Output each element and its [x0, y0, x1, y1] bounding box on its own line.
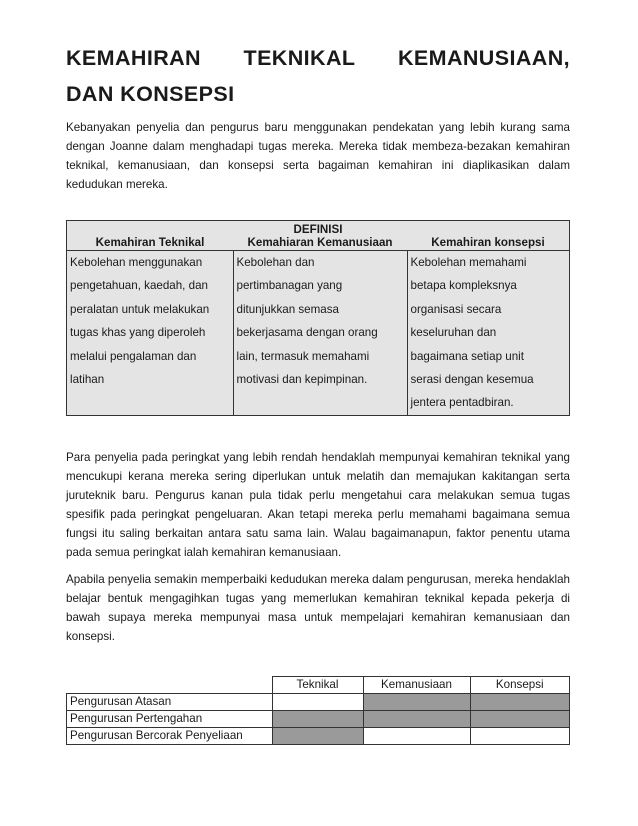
definition-human	[233, 251, 407, 416]
definition-line: pengetahuan, kaedah, dan	[70, 279, 208, 293]
definition-line: latihan	[70, 373, 105, 387]
definition-line: tugas khas yang diperoleh	[70, 326, 206, 340]
col-header-technical: Teknikal	[272, 676, 363, 693]
skill-cell	[363, 727, 470, 744]
row-label: Pengurusan Atasan	[67, 693, 273, 710]
skills-table	[66, 676, 570, 745]
definition-caption: DEFINISI	[67, 221, 570, 237]
title-line-1	[66, 40, 570, 76]
definition-line: pertimbanagan yang	[236, 279, 343, 293]
body-paragraph-2: Para penyelia pada peringkat yang lebih rendah hendaklah mempunyai kemahiran teknikal yang mencukupi kerana mereka sering diperlukan untuk melatih dan memajukan kakitangan serta juruteknik baru. Pengurus kanan pula tidak perlu mengetahui cara melakukan semua tugas spesifik pada peringkat pengeluaran. Akan tetapi mereka perlu memahami bagaimana semua fungsi itu saling berkaitan antara satu sama lain. Walau bagaimanapun, faktor penentu utama pada semua peringkat ialah kemahiran kemanusiaan.	[66, 450, 570, 559]
definition-line: organisasi secara	[410, 302, 502, 316]
definition-table	[66, 220, 570, 416]
title-line-2: DAN KONSEPSI	[66, 82, 235, 106]
definition-line: peralatan untuk melakukan	[70, 302, 210, 316]
skill-cell	[363, 693, 470, 710]
intro-paragraph: Kebanyakan penyelia dan pengurus baru menggunakan pendekatan yang lebih kurang sama dengan Joanne dalam menghadapi tugas mereka. Mereka tidak membeza-bezakan kemahiran teknikal, kemanusiaan, dan konsepsi serta bagaiman kemahiran ini diaplikasikan dalam kedudukan mereka.	[66, 121, 570, 191]
definition-line: Kebolehan dan	[236, 256, 315, 269]
skills-row-0	[67, 693, 570, 710]
definition-line: jentera pentadbiran.	[410, 396, 514, 410]
page-title	[66, 40, 570, 112]
skills-corner	[67, 676, 273, 693]
row-label: Pengurusan Pertengahan	[67, 710, 273, 727]
definition-line: melalui pengalaman dan	[70, 349, 197, 363]
skills-row-2	[67, 727, 570, 744]
title-word-2: TEKNIKAL	[243, 46, 356, 70]
definition-line: lain, termasuk memahami	[236, 349, 370, 363]
title-word-1: KEMAHIRAN	[66, 46, 201, 70]
skill-cell	[363, 710, 470, 727]
definition-line: bekerjasama dengan orang	[236, 326, 378, 340]
skills-row-1	[67, 710, 570, 727]
header-conceptual: Kemahiran konsepsi	[407, 236, 570, 251]
definition-line: serasi dengan kesemua	[410, 373, 534, 387]
definition-conceptual	[407, 251, 570, 416]
skill-cell	[470, 710, 570, 727]
definition-line: Kebolehan memahami	[410, 256, 527, 269]
definition-technical	[67, 251, 234, 416]
definition-line: keseluruhan dan	[410, 326, 497, 340]
header-human: Kemahiaran Kemanusiaan	[233, 236, 407, 251]
definition-line: motivasi dan kepimpinan.	[236, 373, 368, 387]
skill-cell	[272, 727, 363, 744]
document-page	[66, 40, 570, 745]
header-technical: Kemahiran Teknikal	[67, 236, 234, 251]
title-word-3: KEMANUSIAAN,	[397, 46, 570, 70]
skill-cell	[470, 727, 570, 744]
col-header-conceptual: Konsepsi	[470, 676, 570, 693]
definition-line: Kebolehan menggunakan	[70, 256, 203, 269]
definition-line: ditunjukkan semasa	[236, 302, 339, 316]
row-label: Pengurusan Bercorak Penyeliaan	[67, 727, 273, 744]
skill-cell	[470, 693, 570, 710]
definition-line: bagaimana setiap unit	[410, 349, 524, 363]
skill-cell	[272, 693, 363, 710]
skill-cell	[272, 710, 363, 727]
definition-line: betapa kompleksnya	[410, 279, 517, 293]
col-header-human: Kemanusiaan	[363, 676, 470, 693]
body-paragraph-3: Apabila penyelia semakin memperbaiki kedudukan mereka dalam pengurusan, mereka hendaklah belajar bentuk mengagihkan tugas yang memerlukan kemahiran teknikal kepada pekerja di bawah supaya mereka mempunyai masa untuk mempelajari kemahiran kemanusiaan dan konsepsi.	[66, 572, 570, 643]
